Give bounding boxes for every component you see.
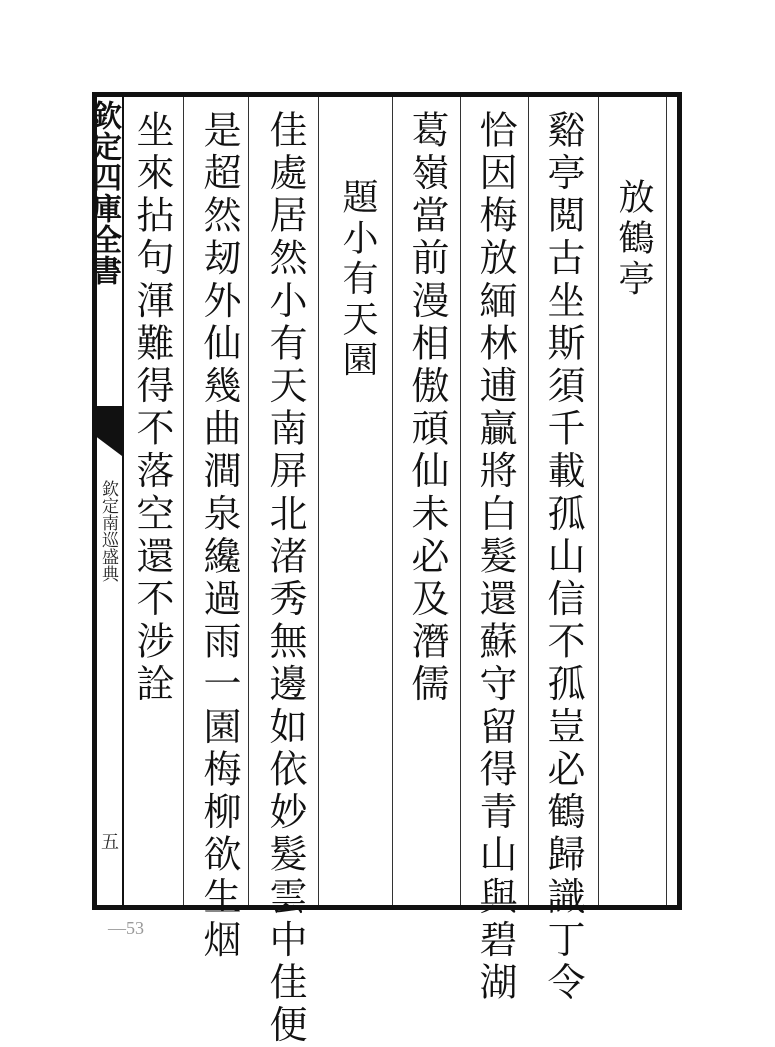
spine-title: 欽定四庫全書 — [86, 100, 121, 286]
page-border — [86, 92, 682, 910]
column-rule — [248, 97, 249, 905]
column-rule — [392, 97, 393, 905]
fishtail-mark — [92, 406, 122, 456]
poem-line: 是超然刼外仙幾曲澗泉纔過雨一園梅柳欲生烟 — [197, 110, 241, 962]
poem-line: 谿亭閲古坐斯須千載孤山信不孤豈必鶴歸識丁令 — [541, 110, 585, 1005]
poem-line: 葛嶺當前漫相傲頑仙未必及潛儒 — [405, 110, 449, 707]
column-rule — [598, 97, 599, 905]
column-rule — [666, 97, 667, 905]
spine-rule — [122, 96, 124, 906]
poem-line: 坐來拈句渾難得不落空還不涉詮 — [130, 110, 174, 707]
spine-strip — [86, 92, 122, 910]
poem-line: 恰因梅放緬林逋贏將白髮還蘇守留得青山與碧湖 — [473, 110, 517, 1005]
spine-subtitle: 欽定南巡盛典 — [98, 480, 118, 582]
poem-line: 佳處居然小有天南屏北渚秀無邊如依妙髮雲中佳便 — [263, 110, 307, 1047]
folio-number: —53 — [108, 918, 144, 938]
column-rule — [183, 97, 184, 905]
spine-page-number: 五 — [98, 832, 119, 850]
column-rule — [528, 97, 529, 905]
column-rule — [318, 97, 319, 905]
poem-title: 放鶴亭 — [613, 178, 654, 300]
poem-title: 題小有天園 — [337, 178, 378, 381]
column-rule — [460, 97, 461, 905]
